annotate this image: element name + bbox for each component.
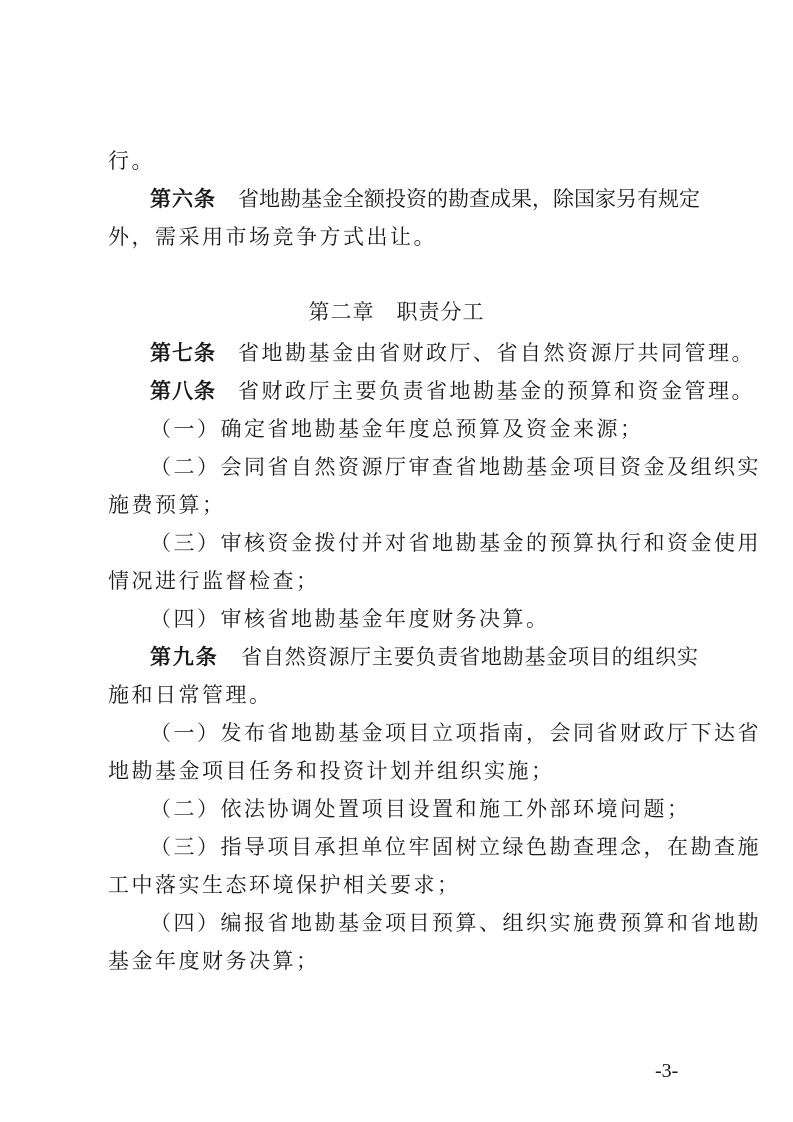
article-7-label: 第七条 (150, 341, 216, 365)
page-number: -3- (655, 1060, 679, 1082)
article-9-label: 第九条 (150, 645, 219, 669)
article-6-text: 省地勘基金全额投资的勘查成果，除国家另有规定 (238, 187, 700, 211)
article-9-line-2: 施和日常管理。 (108, 683, 273, 707)
chapter-number: 第二章 (308, 300, 375, 324)
article-8-item-3-line-1: （三）审核资金拨付并对省地勘基金的预算执行和资金使用 (150, 531, 761, 555)
chapter-title: 职责分工 (396, 300, 485, 324)
continued-text-line: 行。 (108, 149, 155, 173)
article-9-item-1-line-2: 地勘基金项目任务和投资计划并组织实施； (108, 759, 555, 783)
article-8-item-3-line-2: 情况进行监督检查； (108, 569, 320, 593)
article-9-item-2: （二）依法协调处置项目设置和施工外部环境问题； (150, 797, 691, 821)
article-9-item-1-line-1: （一）发布省地勘基金项目立项指南，会同省财政厅下达省 (150, 721, 761, 745)
article-8-item-4: （四）审核省地勘基金年度财务决算。 (150, 607, 550, 631)
article-8-item-2-line-2: 施费预算； (108, 493, 226, 517)
article-7 (150, 338, 755, 368)
article-6-label: 第六条 (150, 187, 216, 211)
article-8-item-2-line-1: （二）会同省自然资源厅审查省地勘基金项目资金及组织实 (150, 455, 761, 479)
article-9-line-1 (150, 642, 698, 672)
article-8 (150, 376, 755, 406)
article-7-text: 省地勘基金由省财政厅、省自然资源厅共同管理。 (238, 341, 755, 365)
article-9-item-4-line-1: （四）编报省地勘基金项目预算、组织实施费预算和省地勘 (150, 911, 761, 935)
article-9-item-4-line-2: 基金年度财务决算； (108, 949, 320, 973)
article-6-line-1 (150, 184, 698, 214)
article-6-line-2: 外，需采用市场竞争方式出让。 (108, 225, 437, 249)
article-9-item-3-line-2: 工中落实生态环境保护相关要求； (108, 873, 461, 897)
article-8-item-1: （一）确定省地勘基金年度总预算及资金来源； (150, 417, 644, 441)
article-9-item-3-line-1: （三）指导项目承担单位牢固树立绿色勘查理念，在勘查施 (150, 835, 761, 859)
article-8-label: 第八条 (150, 379, 216, 403)
article-8-text: 省财政厅主要负责省地勘基金的预算和资金管理。 (238, 379, 755, 403)
article-9-text: 省自然资源厅主要负责省地勘基金项目的组织实 (240, 645, 698, 669)
chapter-heading (0, 297, 793, 327)
